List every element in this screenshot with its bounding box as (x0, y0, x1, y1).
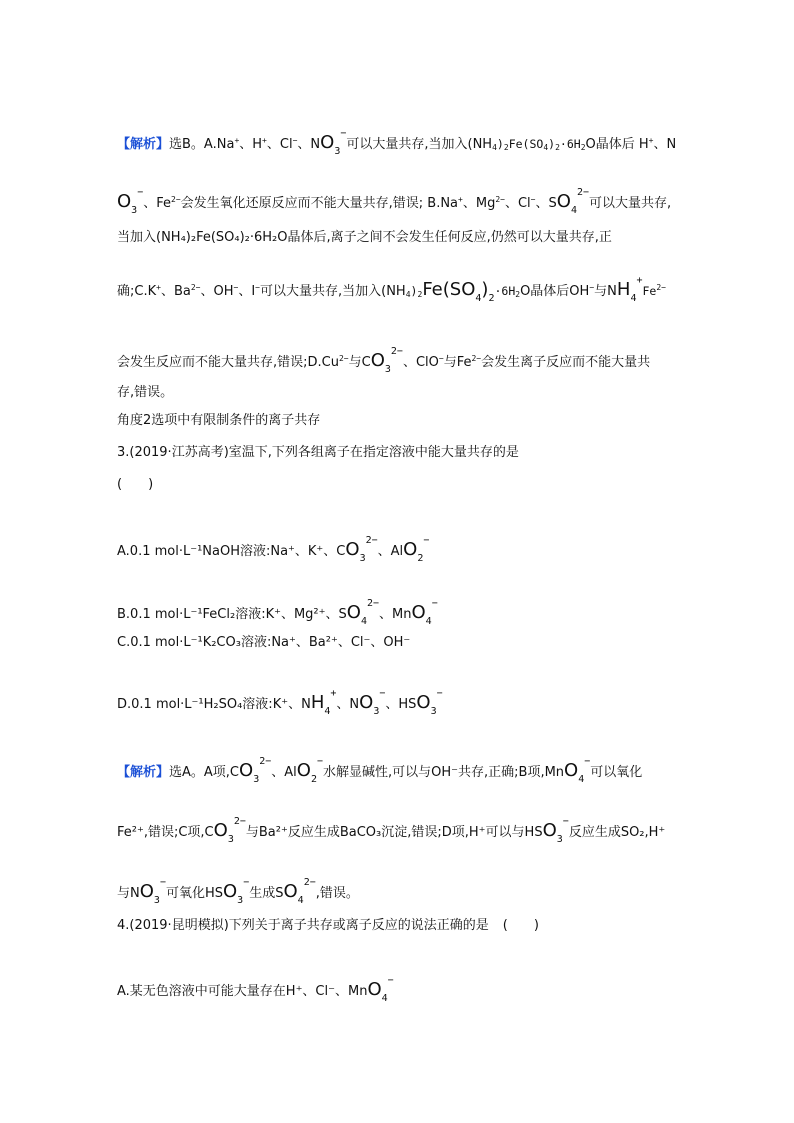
ion-carbonate: O32− (213, 816, 246, 845)
analysis-1-line-4: 确;C.K+、$Ba^{2-}$、OH−、I−可以大量共存,当加入(NH4)2Fe(SO4)2·6H2O晶体后OH−与$NH4+Fe^{2-}$ (117, 275, 666, 304)
ion-sulfate: O42− (283, 877, 316, 906)
ion-ammonium: H4+ (616, 275, 643, 304)
ion-permanganate: O4− (367, 975, 394, 1004)
ion-permanganate: O4− (411, 598, 438, 627)
ion-sulfate: O42− (556, 187, 590, 216)
analysis-tag: 【解析】 (117, 137, 170, 152)
option-3-C: C.0.1 mol·L⁻¹K₂CO₃溶液:Na⁺、Ba²⁺、Cl⁻、OH⁻ (117, 635, 411, 650)
ion-carbonate: O32− (239, 756, 272, 785)
analysis-tag: 【解析】 (117, 765, 170, 780)
ion-nitrate: O3− (359, 688, 386, 717)
question-3-stem: 3.(2019·江苏高考)室温下,下列各组离子在指定溶液中能大量共存的是 (117, 445, 519, 460)
ion-carbonate: O32− (370, 346, 403, 375)
question-4-answer-blank: ( ) (502, 918, 539, 933)
option-3-A: A.0.1 mol·L⁻¹NaOH溶液:Na⁺、K⁺、CO32−、AlO2− (117, 535, 430, 564)
ion-bisulfite: O3− (223, 877, 250, 906)
ion-aluminate: O2− (296, 756, 324, 785)
analysis-1-line-5: 会发生反应而不能大量共存,错误$;D.Cu^{2-}$与CO32−、ClO−与$Fe^{2-}$会发生离子反应而不能大量共 (117, 346, 651, 375)
option-3-B: B.0.1 mol·L⁻¹FeCl₂溶液:K⁺、Mg²⁺、SO42−、MnO4− (117, 598, 438, 627)
ion-nitrate: O3− (320, 128, 347, 157)
ion-carbonate: O32− (345, 535, 378, 564)
question-4-stem: 4.(2019·昆明模拟)下列关于离子共存或离子反应的说法正确的是 ( ) (117, 918, 539, 933)
ion-nitrate: O3− (139, 877, 166, 906)
ion-permanganate: O4− (564, 756, 591, 785)
analysis-1-line-2: O3−、$Fe^{2-}$会发生氧化还原反应而不能大量共存,错误; B.Na+、$Mg^{2-}$、Cl−、SO42−可以大量共存, (117, 187, 672, 216)
analysis-2-line-2: Fe²⁺,错误;C项,CO32−与Ba²⁺反应生成BaCO₃沉淀,错误;D项,H⁺可以与HSO3−反应生成SO₂,H⁺ (117, 816, 666, 845)
analysis-2-line-1: 【解析】选A。A项,CO32−、AlO2−水解显碱性,可以与OH⁻共存,正确;B项,MnO4−可以氧化 (117, 756, 643, 785)
section-heading: 角度2选项中有限制条件的离子共存 (117, 413, 321, 428)
ion-bisulfite: O3− (416, 688, 443, 717)
question-3-answer-blank: ( ) (117, 477, 154, 492)
analysis-1-line-6: 存,错误。 (117, 385, 174, 400)
analysis-2-line-3: 与NO3−可氧化HSO3−生成SO42−,错误。 (117, 877, 359, 906)
ion-bisulfite: O3− (542, 816, 569, 845)
ion-ammonium: H4+ (310, 688, 337, 717)
ion-aluminate: O2− (403, 535, 430, 564)
option-3-D: D.0.1 mol·L⁻¹H₂SO₄溶液:K⁺、NH4+、NO3−、HSO3− (117, 688, 443, 717)
analysis-1-line-1: 【解析】选B。A.Na+、H+、Cl−、NO3−可以大量共存,当加入(NH4)2Fe(SO4)2·6H2O晶体后 H+、N (117, 128, 677, 157)
ion-sulfate: O42− (346, 598, 380, 627)
option-4-A: A.某无色溶液中可能大量存在H⁺、Cl⁻、MnO4− (117, 975, 394, 1004)
analysis-1-line-3: 当加入(NH₄)₂Fe(SO₄)₂·6H₂O晶体后,离子之间不会发生任何反应,仍然可以大量共存,正 (117, 230, 612, 245)
ion-nitrate: O3− (117, 187, 144, 216)
